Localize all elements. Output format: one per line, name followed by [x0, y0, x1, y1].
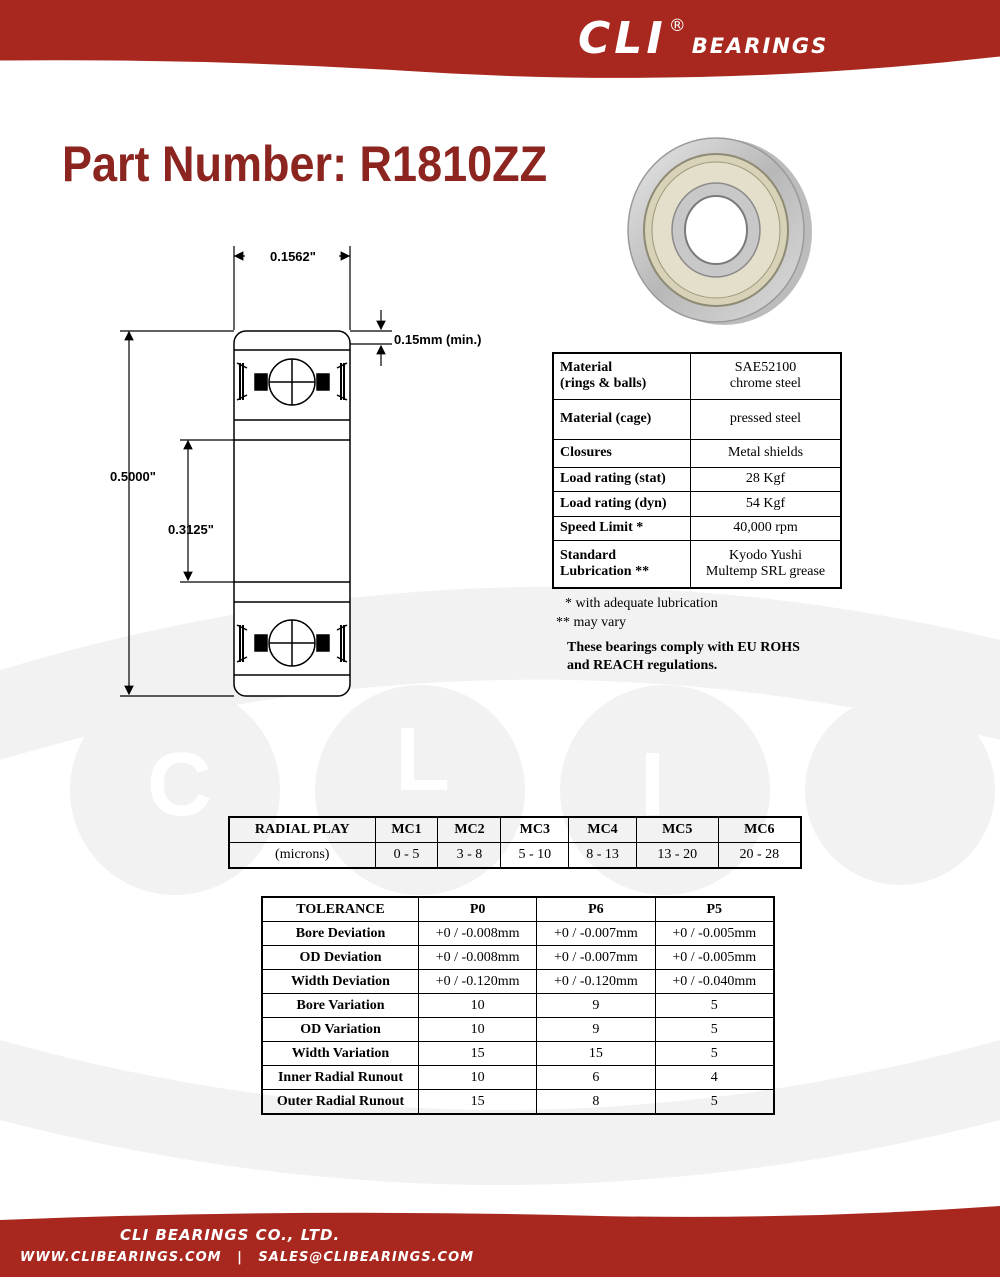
radial-play-unit: (microns): [229, 843, 375, 869]
tolerance-value: 10: [419, 1018, 537, 1042]
tolerance-label: Inner Radial Runout: [262, 1066, 419, 1090]
tolerance-table: [261, 896, 775, 1115]
bearing-photo: [622, 135, 816, 329]
radial-play-value: 20 - 28: [718, 843, 801, 869]
radial-play-header: MC4: [569, 817, 637, 843]
spec-row: [553, 491, 841, 516]
svg-text:C: C: [147, 735, 212, 835]
spec-value: SAE52100 chrome steel: [691, 353, 842, 399]
footer-separator: |: [237, 1250, 243, 1265]
svg-text:I: I: [640, 735, 666, 835]
tolerance-row: [262, 1018, 774, 1042]
radial-play-header: MC1: [375, 817, 438, 843]
spec-value: pressed steel: [691, 399, 842, 439]
tolerance-value: +0 / -0.008mm: [419, 922, 537, 946]
tolerance-value: +0 / -0.120mm: [537, 970, 655, 994]
outer-diameter-label: 0.5000": [110, 469, 156, 484]
tolerance-value: +0 / -0.008mm: [419, 946, 537, 970]
tolerance-row: [262, 922, 774, 946]
tolerance-value: 9: [537, 994, 655, 1018]
tolerance-value: 4: [655, 1066, 774, 1090]
footer-contact: [20, 1250, 474, 1265]
spec-value: 40,000 rpm: [691, 516, 842, 540]
header-band: [0, 0, 1000, 90]
page-title: Part Number: R1810ZZ: [62, 136, 548, 192]
spec-row: [553, 439, 841, 467]
tolerance-value: +0 / -0.007mm: [537, 946, 655, 970]
chamfer-dimension-label: 0.15mm (min.): [394, 332, 482, 347]
website-link[interactable]: WWW.CLIBEARINGS.COM: [20, 1250, 222, 1265]
tolerance-header-row: [262, 897, 774, 922]
tolerance-value: +0 / -0.120mm: [419, 970, 537, 994]
spec-label: Material (cage): [553, 399, 691, 439]
spec-label: Load rating (dyn): [553, 491, 691, 516]
spec-value: Kyodo Yushi Multemp SRL grease: [691, 540, 842, 588]
radial-play-header: MC3: [501, 817, 569, 843]
spec-label: Closures: [553, 439, 691, 467]
spec-value: 54 Kgf: [691, 491, 842, 516]
tolerance-value: +0 / -0.040mm: [655, 970, 774, 994]
radial-play-header-row: [229, 817, 801, 843]
brand-logo: [578, 14, 828, 64]
compliance-note-line2: and REACH regulations.: [567, 658, 718, 673]
spec-value: Metal shields: [691, 439, 842, 467]
tolerance-label: OD Deviation: [262, 946, 419, 970]
tolerance-value: +0 / -0.005mm: [655, 946, 774, 970]
tolerance-row: [262, 1090, 774, 1115]
spec-value: 28 Kgf: [691, 467, 842, 491]
radial-play-value: 5 - 10: [501, 843, 569, 869]
spec-row: [553, 399, 841, 439]
tolerance-header: P6: [537, 897, 655, 922]
bearing-cross-section-drawing: [100, 240, 500, 710]
tolerance-value: 15: [419, 1090, 537, 1115]
spec-label: Speed Limit *: [553, 516, 691, 540]
brand-suffix: BEARINGS: [691, 34, 829, 58]
footnote-may-vary: ** may vary: [556, 615, 626, 630]
radial-play-table: [228, 816, 802, 869]
radial-play-value: 13 - 20: [636, 843, 718, 869]
tolerance-value: +0 / -0.005mm: [655, 922, 774, 946]
tolerance-value: 15: [537, 1042, 655, 1066]
tolerance-row: [262, 946, 774, 970]
spec-row: [553, 467, 841, 491]
tolerance-header: P5: [655, 897, 774, 922]
tolerance-label: OD Variation: [262, 1018, 419, 1042]
tolerance-header: TOLERANCE: [262, 897, 419, 922]
radial-play-value-row: [229, 843, 801, 869]
tolerance-row: [262, 1066, 774, 1090]
tolerance-value: +0 / -0.007mm: [537, 922, 655, 946]
radial-play-header: MC2: [438, 817, 501, 843]
tolerance-label: Outer Radial Runout: [262, 1090, 419, 1115]
specification-table: [552, 352, 842, 589]
spec-row: [553, 540, 841, 588]
radial-play-header: RADIAL PLAY: [229, 817, 375, 843]
spec-label: Standard Lubrication **: [553, 540, 691, 588]
radial-play-value: 0 - 5: [375, 843, 438, 869]
tolerance-row: [262, 994, 774, 1018]
bore-dimension-label: 0.3125": [168, 522, 214, 537]
tolerance-value: 15: [419, 1042, 537, 1066]
tolerance-label: Width Deviation: [262, 970, 419, 994]
radial-play-header: MC6: [718, 817, 801, 843]
email-link[interactable]: SALES@CLIBEARINGS.COM: [258, 1250, 475, 1265]
footer-company-name: CLI BEARINGS CO., LTD.: [120, 1226, 341, 1244]
spec-row: [553, 516, 841, 540]
tolerance-value: 10: [419, 994, 537, 1018]
tolerance-value: 5: [655, 1018, 774, 1042]
tolerance-value: 10: [419, 1066, 537, 1090]
tolerance-row: [262, 1042, 774, 1066]
compliance-note-line1: These bearings comply with EU ROHS: [567, 640, 800, 655]
spec-label: Material (rings & balls): [553, 353, 691, 399]
tolerance-header: P0: [419, 897, 537, 922]
registered-mark: ®: [668, 16, 686, 36]
radial-play-header: MC5: [636, 817, 718, 843]
tolerance-label: Bore Deviation: [262, 922, 419, 946]
tolerance-label: Bore Variation: [262, 994, 419, 1018]
radial-play-value: 8 - 13: [569, 843, 637, 869]
tolerance-value: 5: [655, 1090, 774, 1115]
brand-name: CLI: [578, 13, 667, 64]
tolerance-value: 5: [655, 994, 774, 1018]
tolerance-row: [262, 970, 774, 994]
tolerance-value: 8: [537, 1090, 655, 1115]
tolerance-value: 9: [537, 1018, 655, 1042]
tolerance-value: 6: [537, 1066, 655, 1090]
width-dimension-label: 0.1562": [270, 249, 316, 264]
tolerance-label: Width Variation: [262, 1042, 419, 1066]
spec-row: [553, 353, 841, 399]
radial-play-value: 3 - 8: [438, 843, 501, 869]
svg-text:L: L: [395, 710, 450, 810]
footnote-lubrication: * with adequate lubrication: [565, 596, 718, 611]
spec-label: Load rating (stat): [553, 467, 691, 491]
tolerance-value: 5: [655, 1042, 774, 1066]
